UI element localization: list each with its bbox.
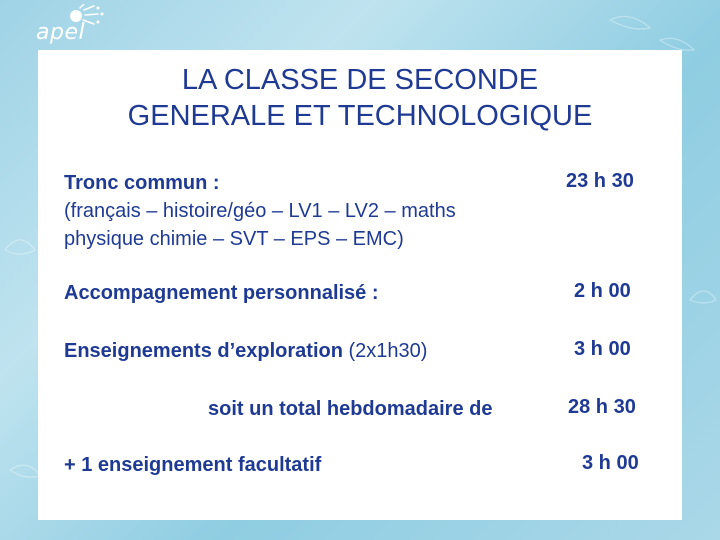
facultatif-label: + 1 enseignement facultatif: [64, 454, 322, 476]
title-line-1: LA CLASSE DE SECONDE: [181, 64, 539, 96]
tronc-commun-label: Tronc commun :: [64, 172, 220, 194]
exploration-row: [64, 338, 427, 364]
content-panel: [38, 50, 682, 520]
total-value: 28 h 30: [568, 396, 636, 418]
accompagnement-value: 2 h 00: [574, 280, 631, 302]
apel-logo-text: apel: [36, 20, 86, 45]
tronc-commun-detail-2: physique chimie – SVT – EPS – EMC): [64, 228, 404, 250]
tronc-commun-value: 23 h 30: [566, 170, 634, 192]
title-line-2: GENERALE ET TECHNOLOGIQUE: [127, 100, 593, 132]
slide-title: [38, 62, 682, 134]
facultatif-value: 3 h 00: [582, 452, 639, 474]
accompagnement-label: Accompagnement personnalisé :: [64, 282, 379, 304]
total-label: soit un total hebdomadaire de: [208, 398, 493, 420]
exploration-label: Enseignements d’exploration: [64, 340, 343, 362]
exploration-suffix: (2x1h30): [342, 340, 428, 362]
tronc-commun-detail-1: (français – histoire/géo – LV1 – LV2 – maths: [64, 200, 456, 222]
exploration-value: 3 h 00: [574, 338, 631, 360]
